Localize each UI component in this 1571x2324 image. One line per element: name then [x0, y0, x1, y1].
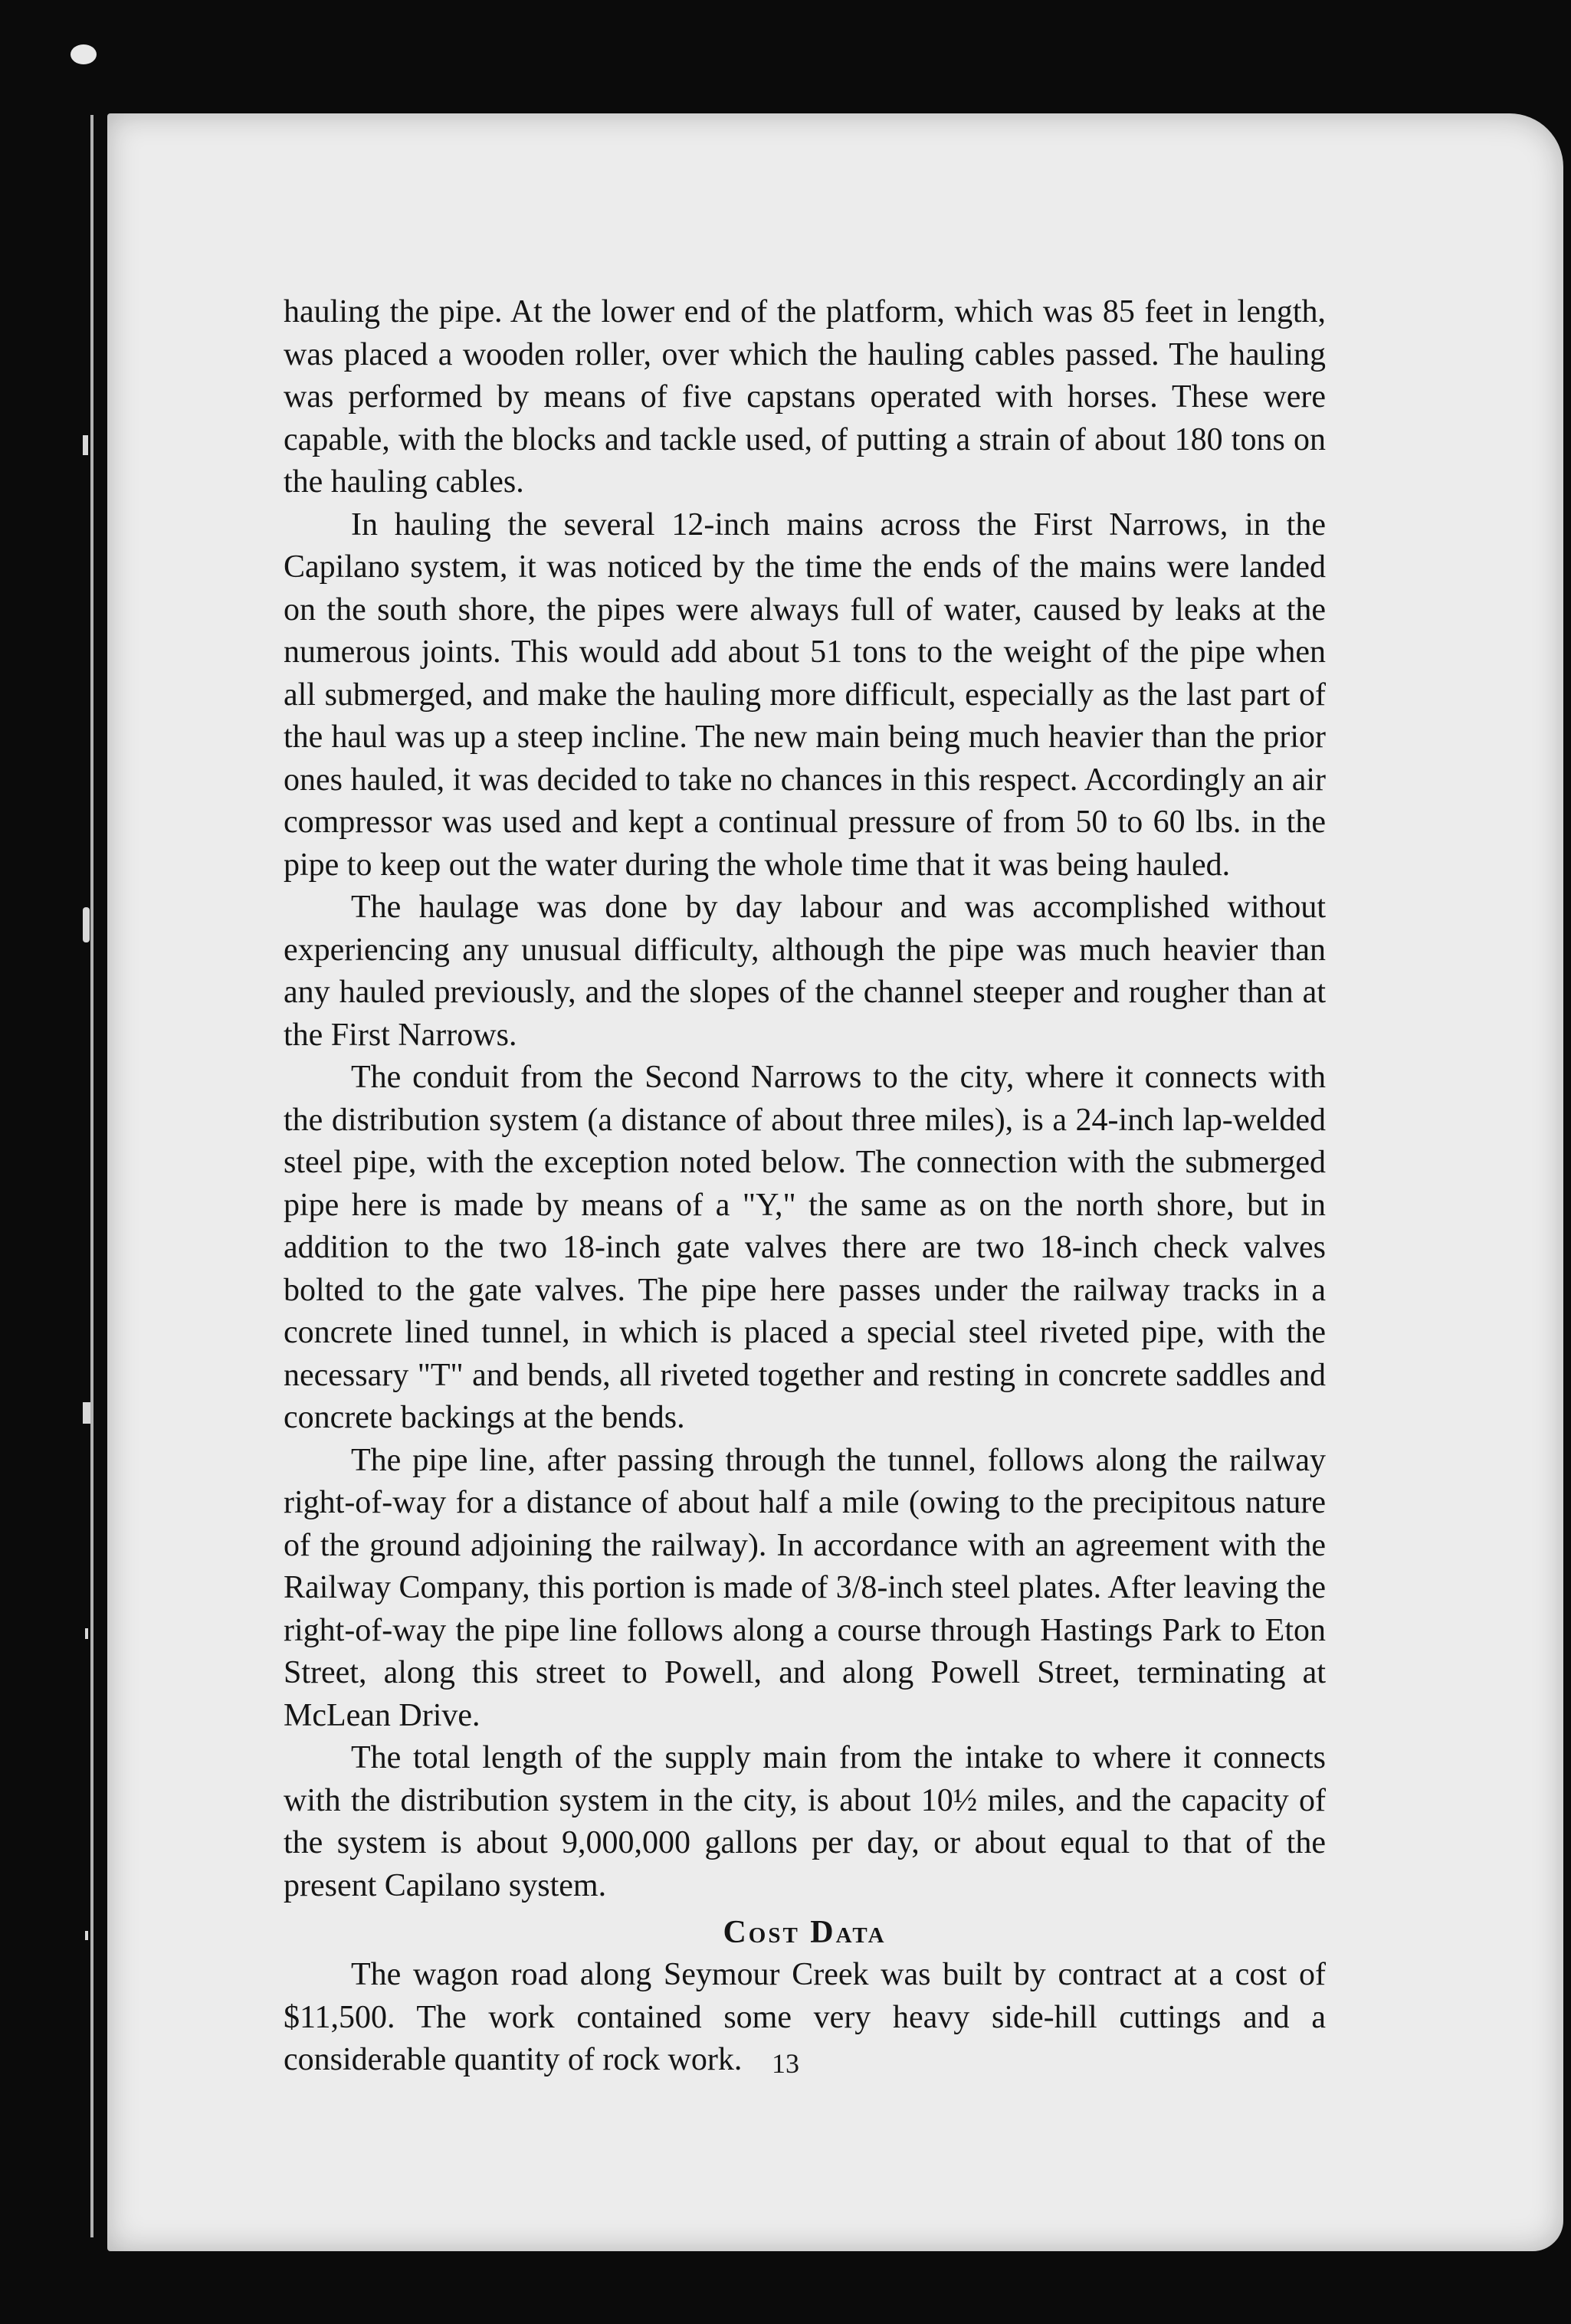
paragraph: hauling the pipe. At the lower end of the platform, which was 85 feet in length, was placed a wooden roller, over which the hauling cables passed. The hauling was performed by means of five capstans operated with horses. These were capable, with the blocks and tackle used, of putting a strain of about 180 tons on the hauling cables.	[284, 294, 1326, 500]
paragraph: The haulage was done by day labour and was accomplished without experiencing any unusual difficulty, although the pipe was much heavier than any hauled previously, and the slopes of the channel steeper and rougher than at the First Narrows.	[284, 890, 1326, 1053]
paragraph: In hauling the several 12-inch mains across the First Narrows, in the Capilano system, it was noticed by the time the ends of the mains were landed on the south shore, the pipes were always full of water, caused by leaks at the numerous joints. This would add about 51 tons to the weight of the pipe when all submerged, and make the hauling more difficult, especially as the last part of the haul was up a steep incline. The new main being much heavier than the prior ones hauled, it was decided to take no chances in this respect. Accordingly an air compressor was used and kept a continual pressure of from 50 to 60 lbs. in the pipe to keep out the water during the whole time that it was being hauled.	[284, 506, 1326, 883]
scan-blemish	[83, 1402, 90, 1424]
binding-edge	[90, 115, 93, 2237]
scan-blemish	[85, 1931, 88, 1940]
scan-blemish	[71, 44, 97, 64]
scan-blemish	[83, 435, 88, 455]
scan-blemish	[85, 1628, 88, 1639]
paragraph: The total length of the supply main from the intake to where it connects with the distribution system in the city, is about 10½ miles, and the capacity of the system is about 9,000,000 gallons per day, or about equal to that of the present Capilano system.	[284, 1740, 1326, 1903]
section-heading: Cost Data	[723, 1915, 887, 1950]
body-text	[284, 291, 1326, 2082]
paragraph: The conduit from the Second Narrows to the city, where it connects with the distribution system (a distance of about three miles), is a 24-inch lap-welded steel pipe, with the exception noted below. The connection with the submerged pipe here is made by means of a "Y," the same as on the north shore, but in addition to the two 18-inch gate valves there are two 18-inch check valves bolted to the gate valves. The pipe here passes under the railway tracks in a concrete lined tunnel, in which is placed a special steel riveted pipe, with the necessary "T" and bends, all riveted together and resting in concrete saddles and concrete backings at the bends.	[284, 1060, 1326, 1435]
paragraph: The wagon road along Seymour Creek was built by contract at a cost of $11,500. The work contained some very heavy side-hill cuttings and a considerable quantity of rock work.	[284, 1957, 1326, 2077]
paragraph: The pipe line, after passing through the tunnel, follows along the railway right-of-way for a distance of about half a mile (owing to the precipitous nature of the ground adjoining the railway). In accordance with an agreement with the Railway Company, this portion is made of 3/8-inch steel plates. After leaving the right-of-way the pipe line follows along a course through Hastings Park to Eton Street, along this street to Powell, and along Powell Street, terminating at McLean Drive.	[284, 1442, 1326, 1733]
page-number: 13	[772, 2048, 799, 2079]
scan-blemish	[83, 907, 90, 942]
